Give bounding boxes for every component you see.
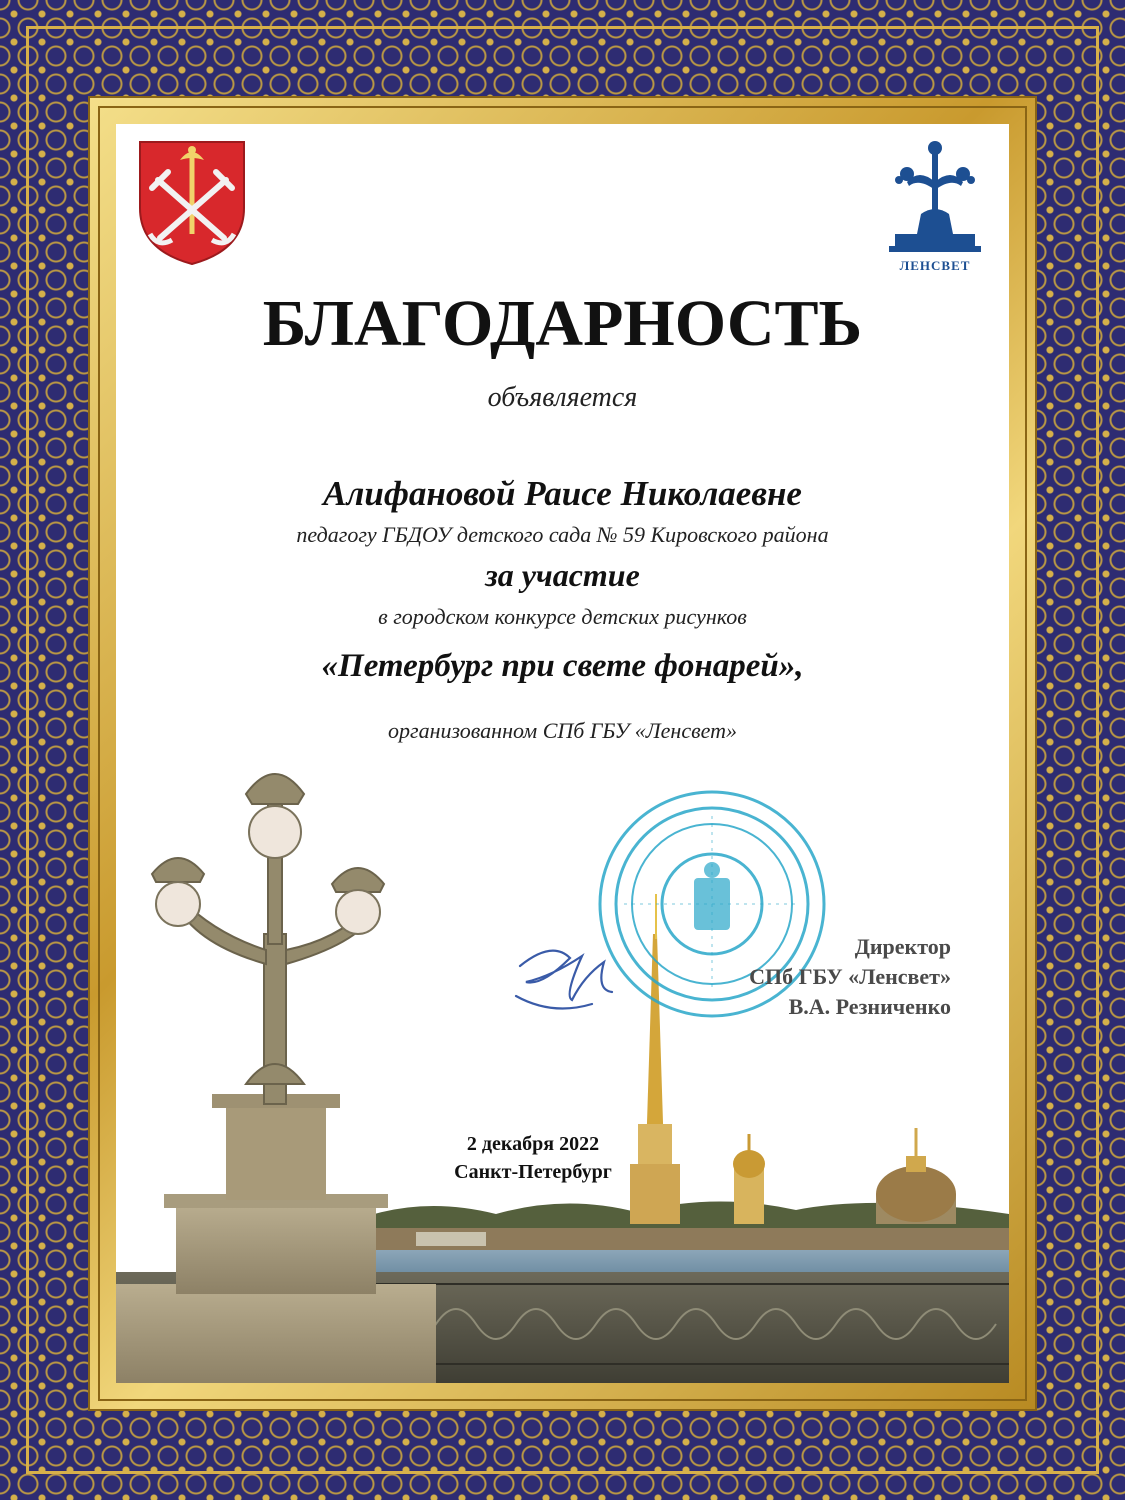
signer-block — [749, 932, 951, 1022]
contest-intro: в городском конкурсе детских рисунков — [378, 604, 747, 629]
logo-name: ЛЕНСВЕТ — [899, 258, 971, 273]
contest-title: «Петербург при свете фонарей», — [321, 648, 804, 684]
issue-date: 2 декабря 2022 — [466, 1133, 600, 1155]
certificate-sheet — [116, 124, 1009, 1383]
coat-of-arms-icon — [136, 138, 248, 268]
date-place-block — [408, 1130, 658, 1186]
for-label: за участие — [485, 557, 640, 593]
organizer-text: организованном СПб ГБУ «Ленсвет» — [387, 718, 737, 743]
recipient-position: педагогу ГБДОУ детского сада № 59 Кировского района — [296, 522, 829, 547]
announce-text: объявляется — [487, 382, 638, 413]
lensvet-logo — [889, 138, 981, 274]
certificate-title: БЛАГОДАРНОСТЬ — [262, 287, 863, 360]
lamp-post-icon — [889, 138, 981, 256]
signer-name: В.А. Резниченко — [788, 994, 951, 1019]
signer-organization: СПб ГБУ «Ленсвет» — [749, 964, 951, 989]
city-scene-illustration — [116, 724, 1009, 1383]
signer-role: Директор — [854, 934, 951, 959]
handwritten-signature — [512, 936, 622, 1026]
issue-city: Санкт-Петербург — [454, 1161, 612, 1183]
recipient-name: Алифановой Раисе Николаевне — [323, 474, 802, 513]
